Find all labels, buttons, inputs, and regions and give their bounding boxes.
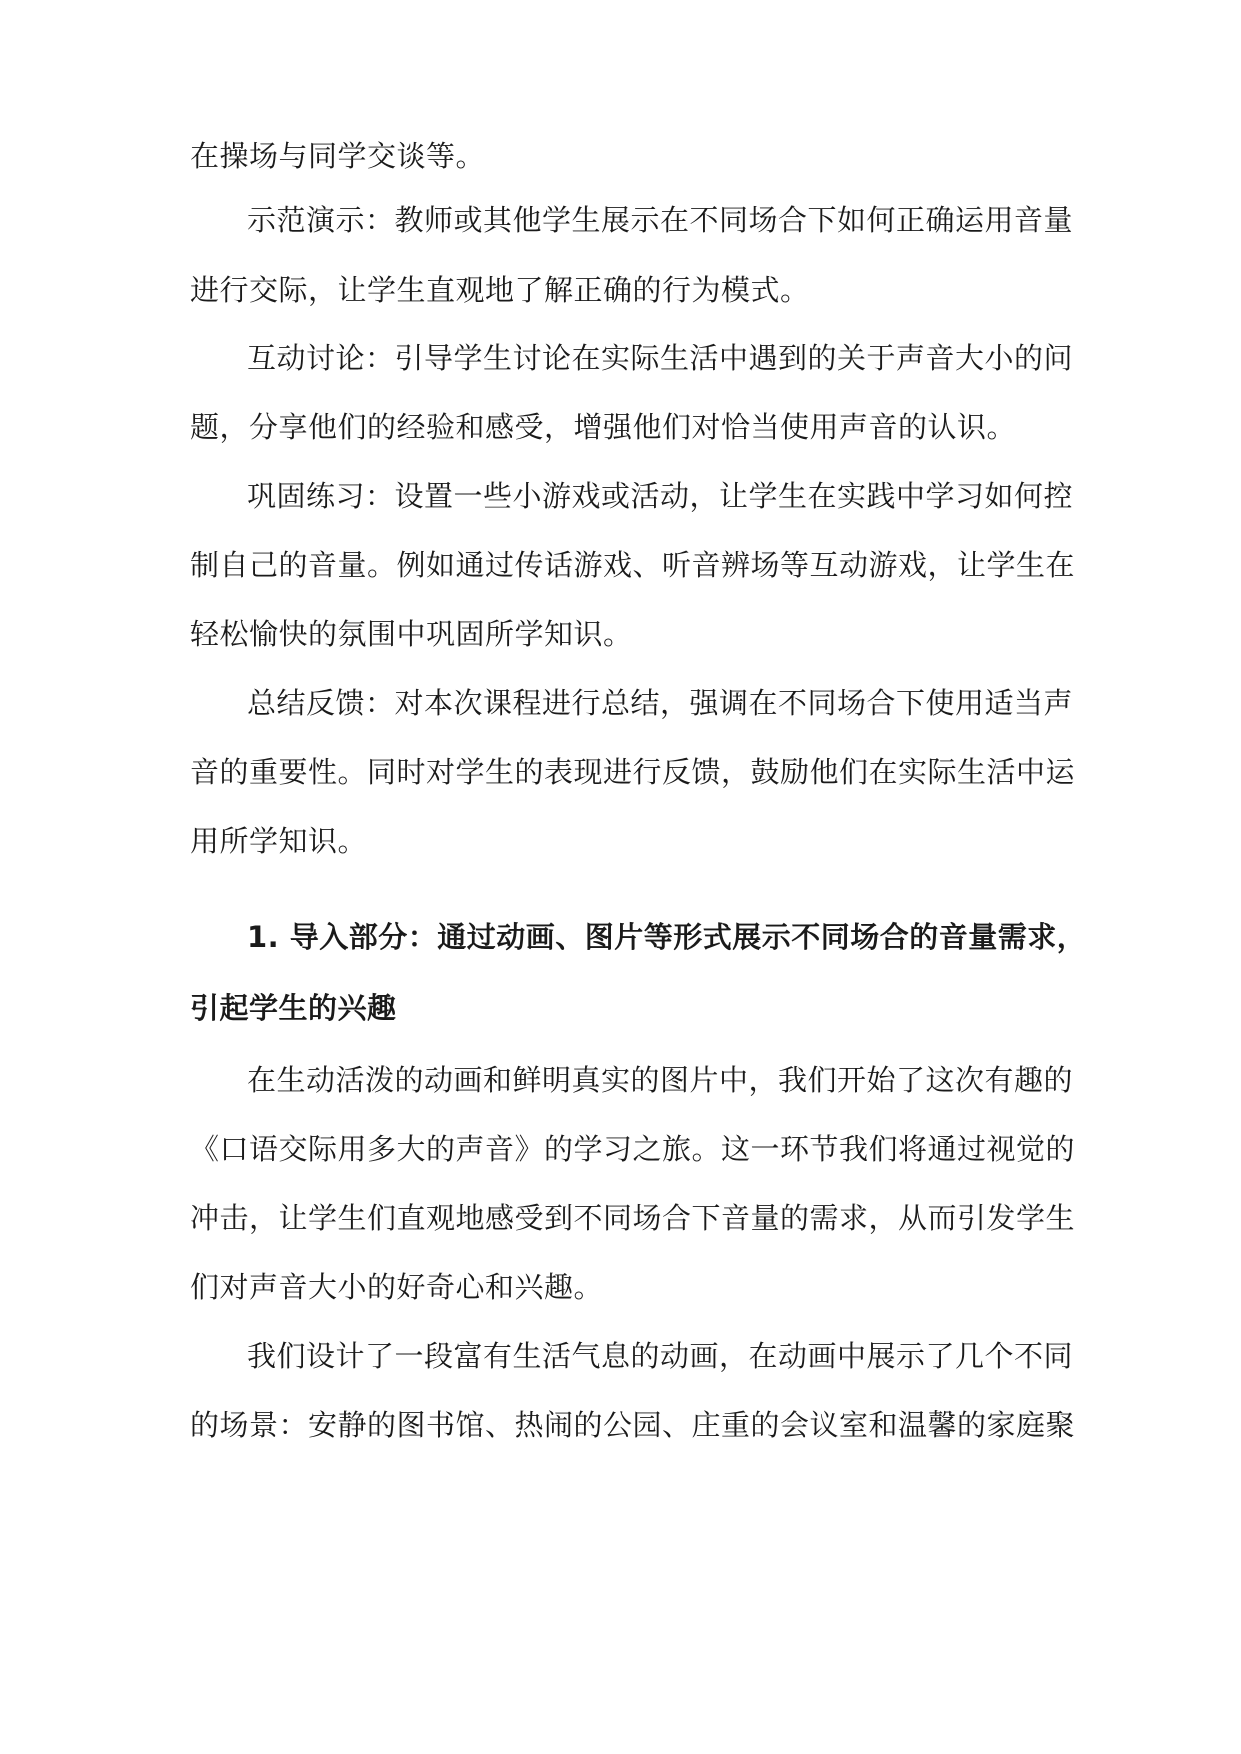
section-heading-continued: 引起学生的兴趣 bbox=[190, 991, 397, 1025]
paragraph-line: 音的重要性。同时对学生的表现进行反馈，鼓励他们在实际生活中运 bbox=[190, 755, 1076, 789]
paragraph-line: 冲击，让学生们直观地感受到不同场合下音量的需求，从而引发学生 bbox=[190, 1201, 1076, 1235]
paragraph-line: 们对声音大小的好奇心和兴趣。 bbox=[190, 1270, 604, 1304]
paragraph-line: 总结反馈：对本次课程进行总结，强调在不同场合下使用适当声 bbox=[247, 686, 1074, 720]
paragraph-line: 用所学知识。 bbox=[190, 824, 368, 858]
paragraph-line: 在生动活泼的动画和鲜明真实的图片中，我们开始了这次有趣的 bbox=[247, 1063, 1074, 1097]
section-heading: 1. 导入部分：通过动画、图片等形式展示不同场合的音量需求， bbox=[247, 920, 1087, 954]
paragraph-line: 的场景：安静的图书馆、热闹的公园、庄重的会议室和温馨的家庭聚 bbox=[190, 1408, 1076, 1442]
paragraph-line: 《口语交际用多大的声音》的学习之旅。这一环节我们将通过视觉的 bbox=[190, 1132, 1076, 1166]
paragraph-line: 在操场与同学交谈等。 bbox=[190, 139, 486, 173]
paragraph-line: 轻松愉快的氛围中巩固所学知识。 bbox=[190, 617, 633, 651]
paragraph-line: 题，分享他们的经验和感受，增强他们对恰当使用声音的认识。 bbox=[190, 410, 1017, 444]
paragraph-line: 巩固练习：设置一些小游戏或活动，让学生在实践中学习如何控 bbox=[247, 479, 1074, 513]
paragraph-line: 进行交际，让学生直观地了解正确的行为模式。 bbox=[190, 273, 810, 307]
paragraph-line: 示范演示：教师或其他学生展示在不同场合下如何正确运用音量 bbox=[247, 203, 1074, 237]
paragraph-line: 我们设计了一段富有生活气息的动画，在动画中展示了几个不同 bbox=[247, 1339, 1074, 1373]
paragraph-line: 互动讨论：引导学生讨论在实际生活中遇到的关于声音大小的问 bbox=[247, 341, 1074, 375]
paragraph-line: 制自己的音量。例如通过传话游戏、听音辨场等互动游戏，让学生在 bbox=[190, 548, 1076, 582]
